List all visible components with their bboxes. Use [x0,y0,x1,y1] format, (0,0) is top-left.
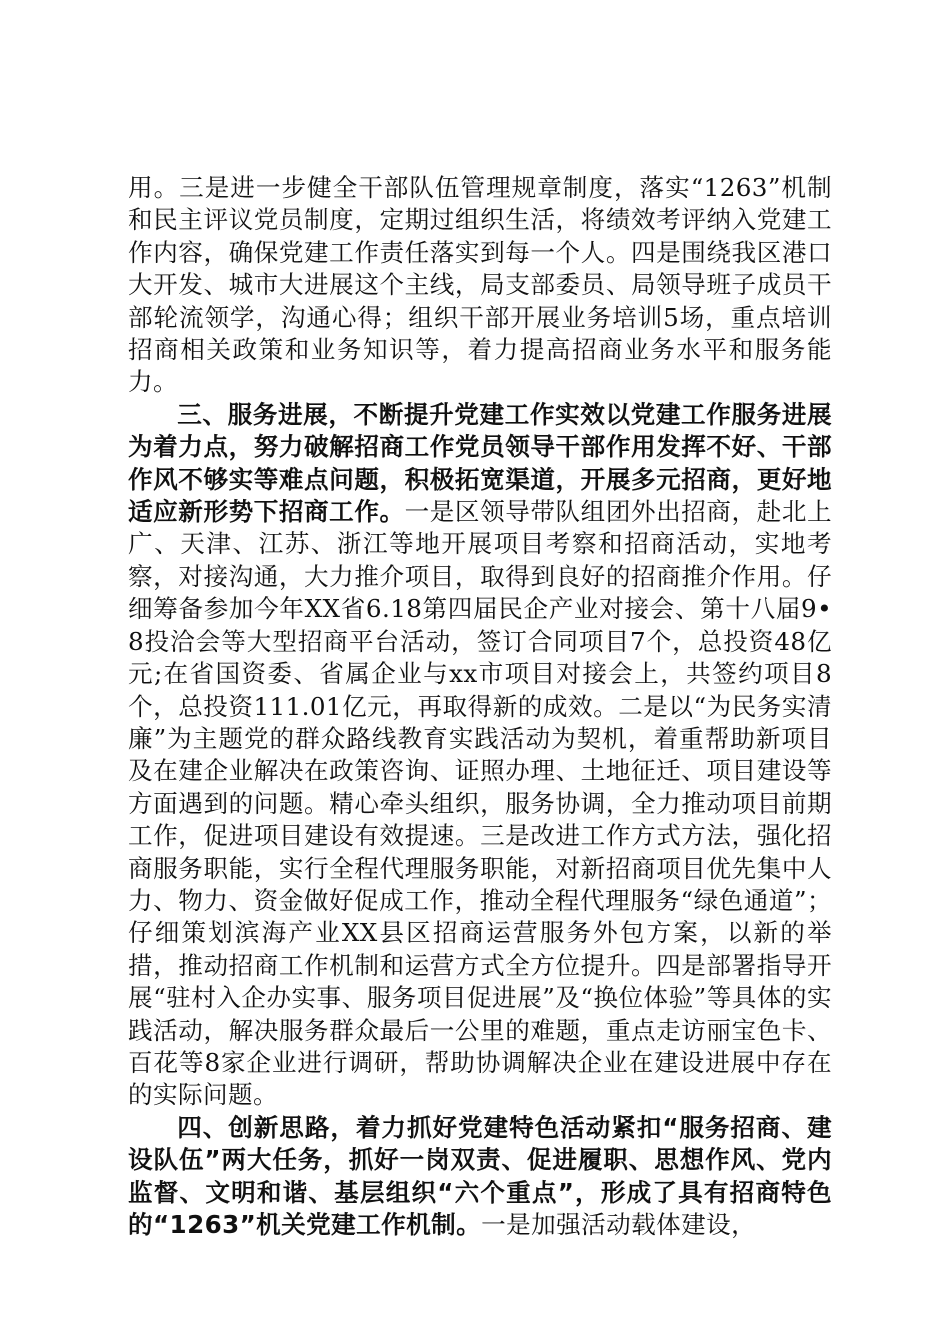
section-heading-4: 四、创新思路，着力抓好党建特色活动紧扣“服务招商、建设队伍”两大任务，抓好一岗双责、促进履职、思想作风、党内监督、文明和谐、基层组织“六个重点”，形成了具有招商特色的“1263”机关党建工作机制。 [128,1112,832,1239]
section-heading-3: 三、服务进展，不断提升党建工作实效以党建工作服务进展为着力点，努力破解招商工作党员领导干部作用发挥不好、干部作风不够实等难点问题，积极拓宽渠道，开展多元招商，更好地适应新形势下招商工作。 [128,399,832,527]
paragraph-1: 用。三是进一步健全干部队伍管理规章制度，落实“1263”机制和民主评议党员制度，定期过组织生活，将绩效考评纳入党建工作内容，确保党建工作责任落实到每一个人。四是围绕我区港口大开发、城市大进展这个主线，局支部委员、局领导班子成员干部轮流领学，沟通心得；组织干部开展业务培训5场，重点培训招商相关政策和业务知识等，着力提高招商业务水平和服务能力。 [128,173,832,397]
paragraph-3-body: 一是加强活动载体建设， [481,1210,757,1239]
document-body [128,172,832,1241]
paragraph-2 [128,399,832,1112]
paragraph-2-body: 一是区领导带队组团外出招商，赴北上广、天津、江苏、浙江等地开展项目考察和招商活动，实地考察，对接沟通，大力推介项目，取得到良好的招商推介作用。仔细筹备参加今年XX省6.18第四届民企产业对接会、第十八届9•8投洽会等大型招商平台活动，签订合同项目7个，总投资48亿元;在省国资委、省属企业与xx市项目对接会上，共签约项目8个，总投资111.01亿元，再取得新的成效。二是以“为民务实清廉”为主题党的群众路线教育实践活动为契机，着重帮助新项目及在建企业解决在政策咨询、证照办理、土地征迁、项目建设等方面遇到的问题。精心牵头组织，服务协调，全力推动项目前期工作，促进项目建设有效提速。三是改进工作方式方法，强化招商服务职能，实行全程代理服务职能，对新招商项目优先集中人力、物力、资金做好促成工作，推动全程代理服务“绿色通道”；仔细策划滨海产业XX县区招商运营服务外包方案，以新的举措，推动招商工作机制和运营方式全方位提升。四是部署指导开展“驻村入企办实事、服务项目促进展”及“换位体验”等具体的实践活动，解决服务群众最后一公里的难题，重点走访丽宝色卡、百花等8家企业进行调研，帮助协调解决企业在建设进展中存在的实际问题。 [128,497,832,1110]
paragraph-3 [128,1112,832,1242]
